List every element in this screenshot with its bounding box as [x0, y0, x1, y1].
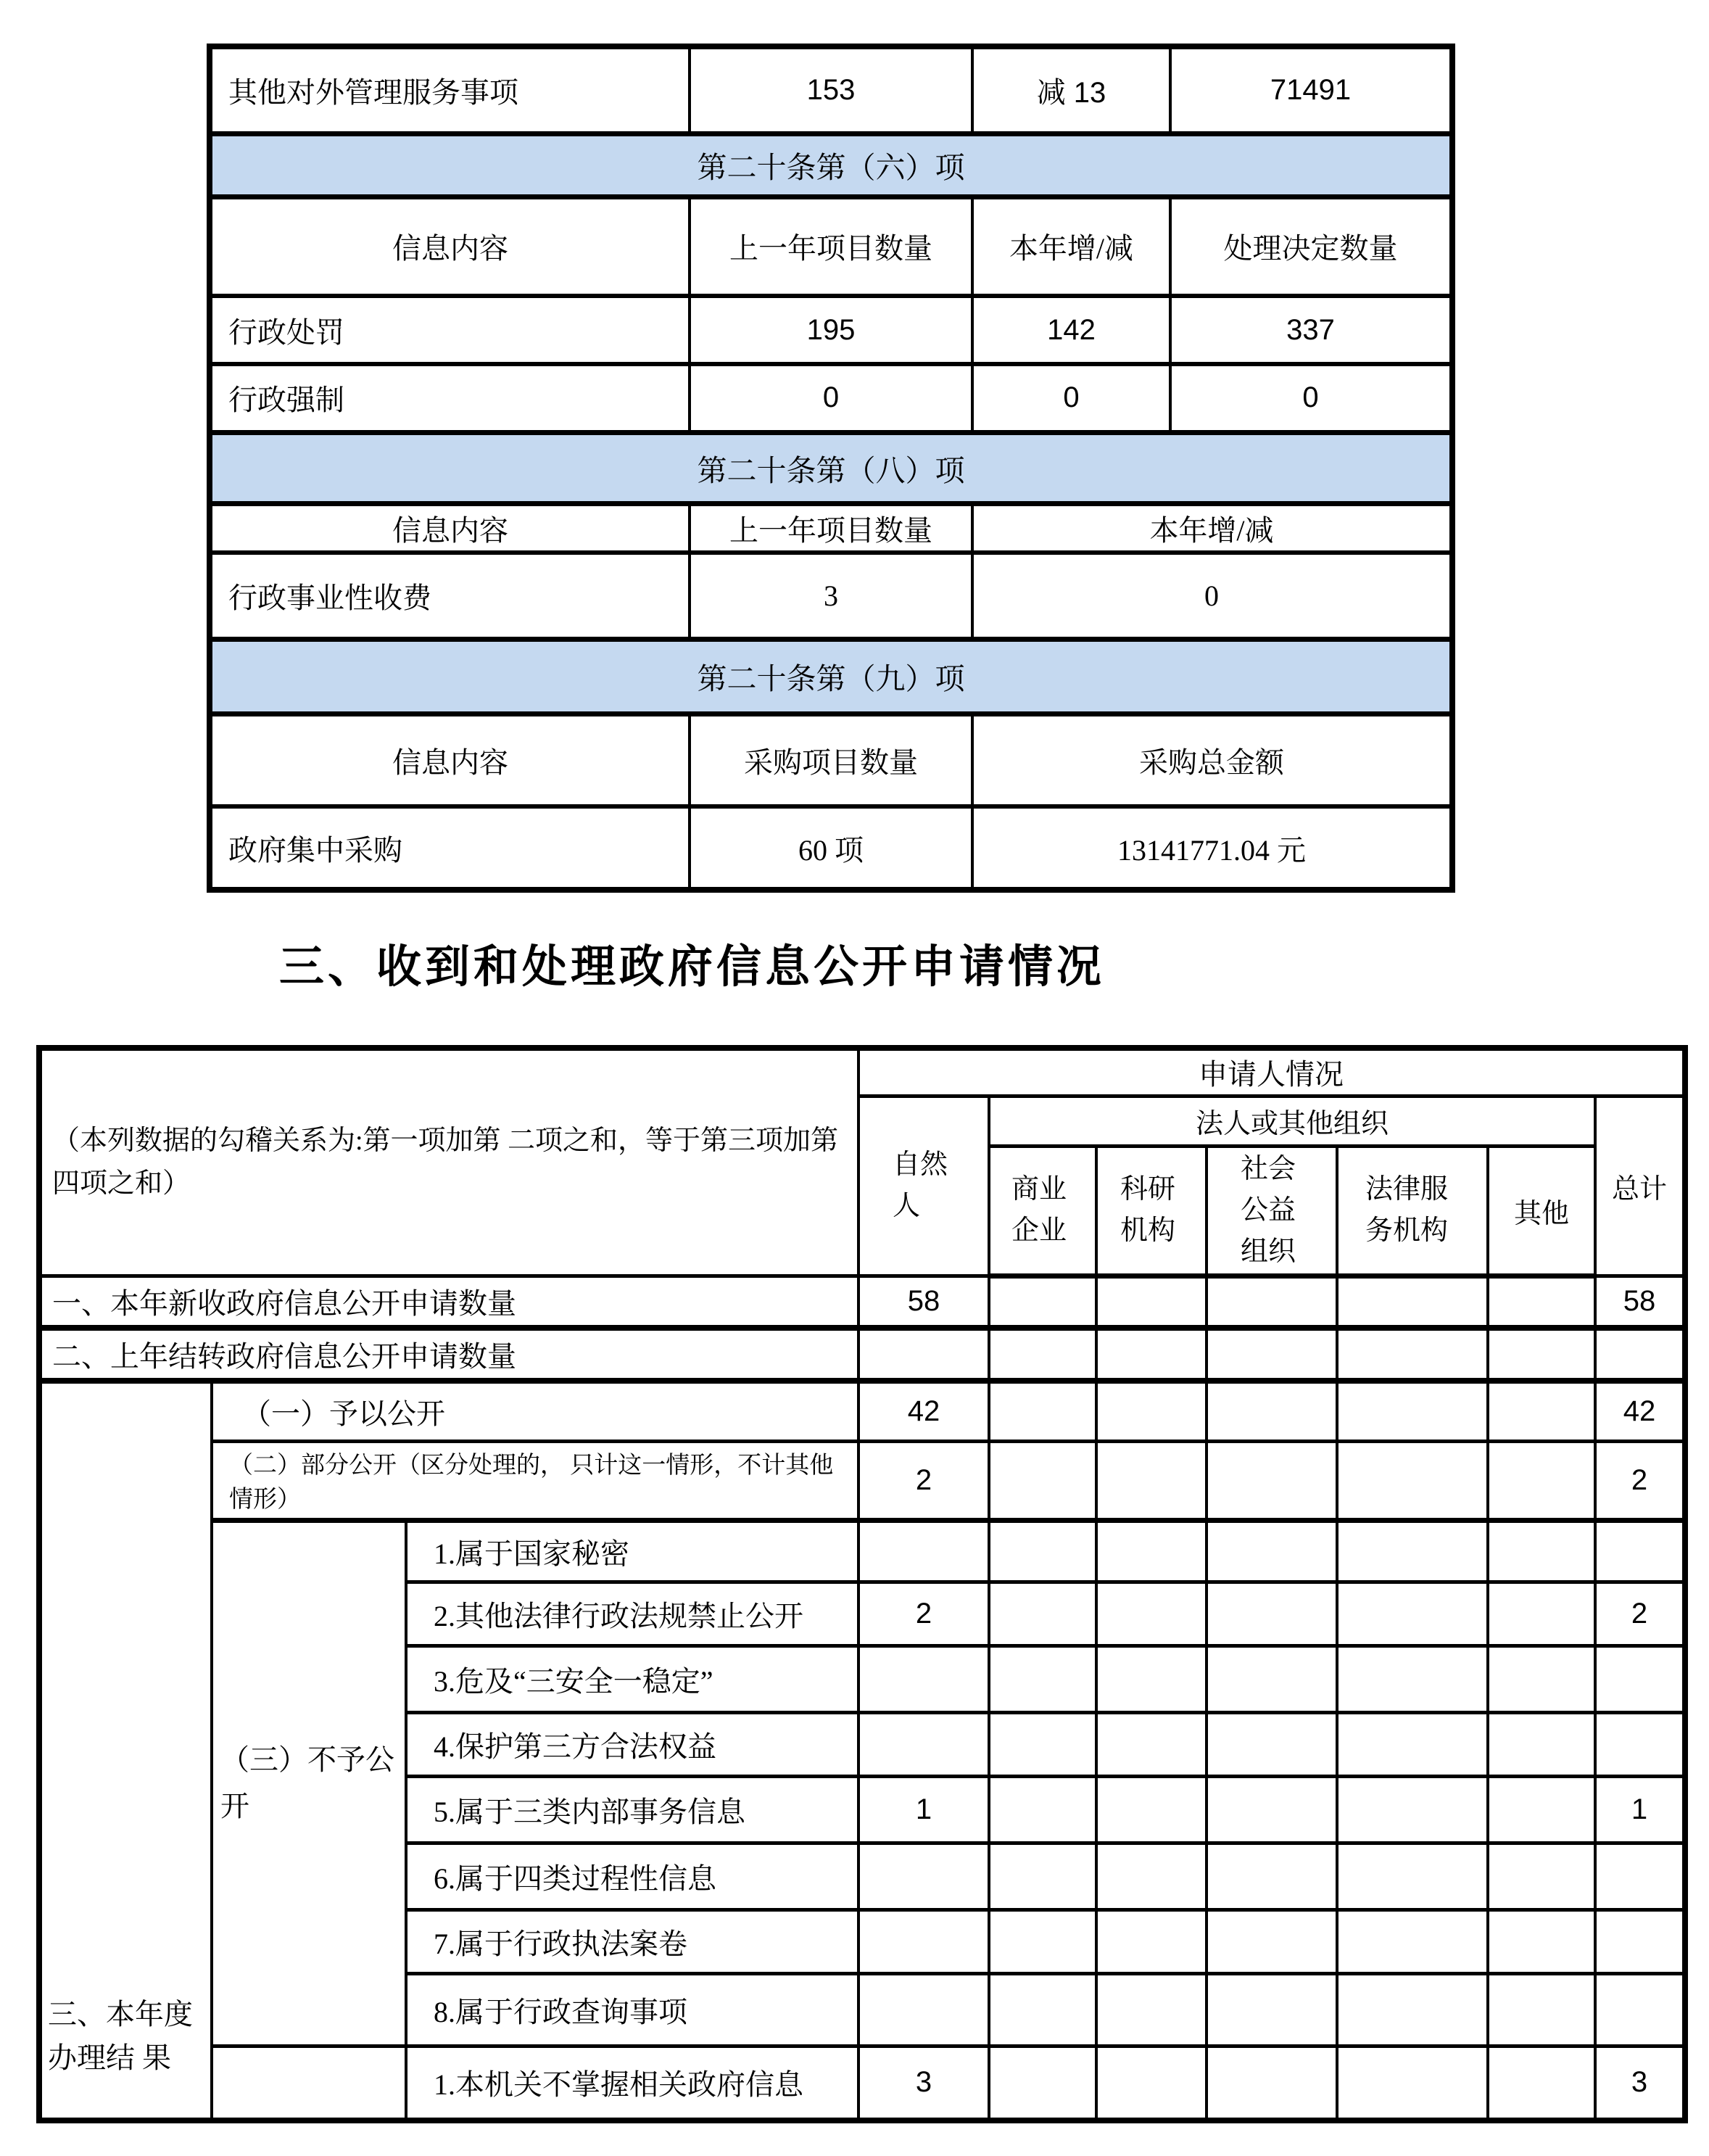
- value-research: [1096, 1381, 1207, 1441]
- value-natural-person: [858, 1520, 989, 1582]
- value-total: [1595, 1645, 1685, 1712]
- value-natural-person: [858, 1843, 989, 1909]
- value-social: [1207, 1582, 1337, 1645]
- value-legal-service: [1337, 1712, 1488, 1776]
- value-total: [1595, 1328, 1685, 1381]
- row-partially-granted: [39, 1441, 1685, 1520]
- row-granted: [39, 1381, 1685, 1441]
- row-label: 2.其他法律行政法规禁止公开: [406, 1582, 858, 1645]
- value-natural-person: [858, 1909, 989, 1973]
- value-legal-service: [1337, 2046, 1488, 2120]
- header-total: 总计: [1595, 1096, 1685, 1276]
- value-other: [1488, 1776, 1595, 1843]
- header-other: 其他: [1488, 1146, 1595, 1276]
- value-natural-person: 42: [858, 1381, 989, 1441]
- row-label: 6.属于四类过程性信息: [406, 1843, 858, 1909]
- value-legal-service: [1337, 1276, 1488, 1328]
- section9-title-row: [210, 639, 1452, 714]
- year-change-cell: 0: [972, 364, 1170, 432]
- section8-title-row: [210, 432, 1452, 503]
- table-row: [210, 296, 1452, 364]
- value-research: [1096, 1441, 1207, 1520]
- section3-heading: 三、收到和处理政府信息公开申请情况: [279, 942, 1106, 992]
- row-label: 5.属于三类内部事务信息: [406, 1776, 858, 1843]
- value-natural-person: 2: [858, 1582, 989, 1645]
- value-commercial: [989, 1712, 1096, 1776]
- value-research: [1096, 1909, 1207, 1973]
- value-social: [1207, 1520, 1337, 1582]
- decision-count-cell: 71491: [1170, 46, 1452, 133]
- header-natural-person-label: 自然人: [893, 1149, 948, 1221]
- value-commercial: [989, 1909, 1096, 1973]
- value-commercial: [989, 1520, 1096, 1582]
- header-prev-year-count: 上一年项目数量: [690, 197, 972, 296]
- info-content-cell: 行政强制: [210, 364, 690, 432]
- value-other: [1488, 1712, 1595, 1776]
- value-research: [1096, 1776, 1207, 1843]
- row-label: 一、本年新收政府信息公开申请数量: [39, 1276, 858, 1328]
- table-row: [210, 364, 1452, 432]
- applications-table: [36, 1045, 1688, 2123]
- value-natural-person: [858, 1712, 989, 1776]
- row-not-held: [39, 2046, 1685, 2120]
- value-research: [1096, 1645, 1207, 1712]
- section9-title: 第二十条第（九）项: [210, 639, 1452, 714]
- value-social: [1207, 1441, 1337, 1520]
- value-other: [1488, 1381, 1595, 1441]
- value-commercial: [989, 1381, 1096, 1441]
- statutory-disclosure-table: [207, 44, 1455, 893]
- value-total: 3: [1595, 2046, 1685, 2120]
- header-research-institution: [1096, 1146, 1207, 1276]
- value-commercial: [989, 1973, 1096, 2046]
- value-natural-person: [858, 1973, 989, 2046]
- value-legal-service: [1337, 1776, 1488, 1843]
- value-total: 42: [1595, 1381, 1685, 1441]
- section6-title: 第二十条第（六）项: [210, 133, 1452, 197]
- value-research: [1096, 2046, 1207, 2120]
- row-label: （一）予以公开: [212, 1381, 858, 1441]
- value-legal-service: [1337, 1520, 1488, 1582]
- value-natural-person: [858, 1328, 989, 1381]
- info-content-cell: 其他对外管理服务事项: [210, 46, 690, 133]
- value-commercial: [989, 1776, 1096, 1843]
- prev-year-count-cell: 0: [690, 364, 972, 432]
- value-commercial: [989, 1582, 1096, 1645]
- group-annual-results: [39, 1381, 212, 2120]
- header-legal-service-org-label: 法律服务机构: [1365, 1174, 1449, 1246]
- section6-title-row: [210, 133, 1452, 197]
- year-change-cell: 减 13: [972, 46, 1170, 133]
- value-other: [1488, 1909, 1595, 1973]
- value-legal-service: [1337, 1582, 1488, 1645]
- value-other: [1488, 1276, 1595, 1328]
- header-year-change: 本年增/减: [972, 197, 1170, 296]
- value-research: [1096, 1276, 1207, 1328]
- header-legal-service-org: [1337, 1146, 1488, 1276]
- group-refused: [212, 1520, 406, 2046]
- value-research: [1096, 1973, 1207, 2046]
- value-social: [1207, 1776, 1337, 1843]
- value-social: [1207, 1328, 1337, 1381]
- row-label: （二）部分公开（区分处理的， 只计这一情形，不计其他情形）: [212, 1441, 858, 1520]
- value-total: [1595, 1909, 1685, 1973]
- decision-count-cell: 0: [1170, 364, 1452, 432]
- year-change-cell: 142: [972, 296, 1170, 364]
- header-prev-year-count: 上一年项目数量: [690, 503, 972, 553]
- row-label: 7.属于行政执法案卷: [406, 1909, 858, 1973]
- value-legal-service: [1337, 1381, 1488, 1441]
- row-carried-over: [39, 1328, 1685, 1381]
- header-procurement-amount: 采购总金额: [972, 714, 1452, 806]
- value-legal-service: [1337, 1973, 1488, 2046]
- header-applicant-type: 申请人情况: [858, 1048, 1685, 1096]
- decision-count-cell: 337: [1170, 296, 1452, 364]
- value-other: [1488, 1328, 1595, 1381]
- header-social-welfare-org-label: 社会公益组织: [1241, 1153, 1296, 1267]
- value-other: [1488, 1582, 1595, 1645]
- row-label: 4.保护第三方合法权益: [406, 1712, 858, 1776]
- row-new-applications: [39, 1276, 1685, 1328]
- header-natural-person: [858, 1096, 989, 1276]
- value-social: [1207, 1843, 1337, 1909]
- value-commercial: [989, 1328, 1096, 1381]
- header-row-1: [39, 1048, 1685, 1096]
- value-social: [1207, 1381, 1337, 1441]
- value-legal-service: [1337, 1909, 1488, 1973]
- value-research: [1096, 1843, 1207, 1909]
- value-legal-service: [1337, 1645, 1488, 1712]
- value-commercial: [989, 1276, 1096, 1328]
- header-year-change: 本年增/减: [972, 503, 1452, 553]
- value-research: [1096, 1712, 1207, 1776]
- group-refused-label: （三）不予公开: [220, 1743, 394, 1822]
- table-row: [210, 806, 1452, 890]
- value-legal-service: [1337, 1328, 1488, 1381]
- value-research: [1096, 1520, 1207, 1582]
- procurement-count-cell: 60 项: [690, 806, 972, 890]
- value-commercial: [989, 2046, 1096, 2120]
- value-natural-person: [858, 1645, 989, 1712]
- value-legal-service: [1337, 1441, 1488, 1520]
- value-total: 2: [1595, 1582, 1685, 1645]
- value-social: [1207, 1645, 1337, 1712]
- row-label: 3.危及“三安全一稳定”: [406, 1645, 858, 1712]
- prev-year-count-cell: 153: [690, 46, 972, 133]
- value-natural-person: 2: [858, 1441, 989, 1520]
- row-label: 1.属于国家秘密: [406, 1520, 858, 1582]
- value-other: [1488, 1843, 1595, 1909]
- value-social: [1207, 1909, 1337, 1973]
- value-other: [1488, 1520, 1595, 1582]
- value-total: [1595, 1843, 1685, 1909]
- value-social: [1207, 2046, 1337, 2120]
- table-row: [210, 46, 1452, 133]
- row-label: 二、上年结转政府信息公开申请数量: [39, 1328, 858, 1381]
- value-research: [1096, 1582, 1207, 1645]
- header-commercial-enterprise-label: 商业企业: [1011, 1174, 1067, 1246]
- header-legal-entity-group: 法人或其他组织: [989, 1096, 1595, 1146]
- section8-title: 第二十条第（八）项: [210, 432, 1452, 503]
- reconciliation-note: （本列数据的勾稽关系为:第一项加第 二项之和，等于第三项加第四项之和）: [39, 1048, 858, 1276]
- value-natural-person: 58: [858, 1276, 989, 1328]
- value-legal-service: [1337, 1843, 1488, 1909]
- value-natural-person: 3: [858, 2046, 989, 2120]
- value-other: [1488, 1973, 1595, 2046]
- section8-header-row: [210, 503, 1452, 553]
- procurement-amount-cell: 13141771.04 元: [972, 806, 1452, 890]
- section6-header-row: [210, 197, 1452, 296]
- section9-header-row: [210, 714, 1452, 806]
- value-social: [1207, 1276, 1337, 1328]
- value-total: [1595, 1712, 1685, 1776]
- header-social-welfare-org: [1207, 1146, 1337, 1276]
- value-commercial: [989, 1441, 1096, 1520]
- info-content-cell: 行政处罚: [210, 296, 690, 364]
- value-social: [1207, 1973, 1337, 2046]
- group-annual-results-label: 三、本年度办理结 果: [48, 1998, 193, 2074]
- header-procurement-count: 采购项目数量: [690, 714, 972, 806]
- header-research-institution-label: 科研机构: [1120, 1174, 1176, 1246]
- value-other: [1488, 1441, 1595, 1520]
- value-total: [1595, 1520, 1685, 1582]
- table-row: [210, 553, 1452, 639]
- value-social: [1207, 1712, 1337, 1776]
- prev-year-count-cell: 3: [690, 553, 972, 639]
- group-next-empty-cell: [212, 2046, 406, 2120]
- info-content-cell: 行政事业性收费: [210, 553, 690, 639]
- value-other: [1488, 1645, 1595, 1712]
- value-research: [1096, 1328, 1207, 1381]
- header-decision-count: 处理决定数量: [1170, 197, 1452, 296]
- row-label: 8.属于行政查询事项: [406, 1973, 858, 2046]
- header-info-content: 信息内容: [210, 714, 690, 806]
- year-change-cell: 0: [972, 553, 1452, 639]
- info-content-cell: 政府集中采购: [210, 806, 690, 890]
- value-total: 1: [1595, 1776, 1685, 1843]
- value-commercial: [989, 1843, 1096, 1909]
- row-label: 1.本机关不掌握相关政府信息: [406, 2046, 858, 2120]
- prev-year-count-cell: 195: [690, 296, 972, 364]
- value-total: 58: [1595, 1276, 1685, 1328]
- row-refuse-item: [39, 1520, 1685, 1582]
- value-natural-person: 1: [858, 1776, 989, 1843]
- header-info-content: 信息内容: [210, 197, 690, 296]
- value-other: [1488, 2046, 1595, 2120]
- value-total: [1595, 1973, 1685, 2046]
- value-commercial: [989, 1645, 1096, 1712]
- value-total: 2: [1595, 1441, 1685, 1520]
- header-info-content: 信息内容: [210, 503, 690, 553]
- header-commercial-enterprise: [989, 1146, 1096, 1276]
